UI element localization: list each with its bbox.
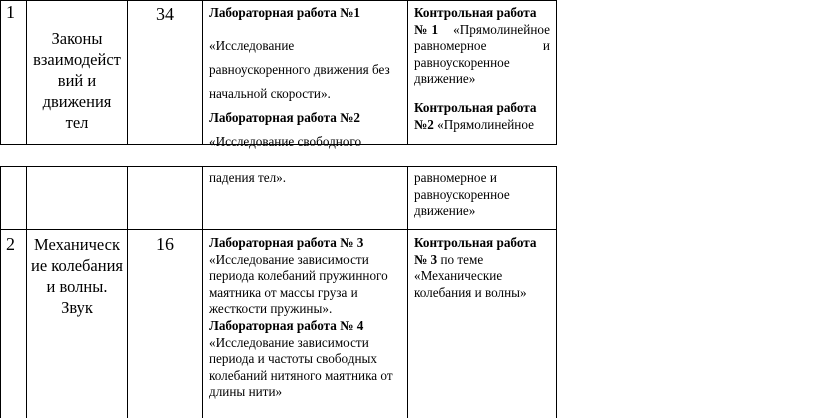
control-text	[414, 22, 550, 88]
table-1-col-border	[202, 0, 203, 145]
lab-text: «Исследование зависимости периода и частоты свободных колебаний нитяного маятника от длины нити»	[209, 334, 393, 400]
control-text-a: по теме «Механические колебания и волны»	[414, 251, 527, 300]
hours-cell: 16	[156, 234, 174, 254]
control-number: №1	[414, 21, 439, 37]
lab-title: Лабораторная работа №1	[209, 5, 361, 20]
table-2-col-border	[556, 166, 557, 418]
table-1-top-border	[0, 0, 556, 1]
topic-line: Механическ	[34, 235, 120, 254]
topic-line: вий и	[57, 71, 97, 90]
control-text-b: равномерное и равноускоренное движение»	[414, 38, 550, 87]
control-text-a: «Прямолинейное	[437, 116, 534, 132]
lab-continuation-cell: падения тел».	[209, 170, 287, 185]
lab-works-cell	[209, 3, 405, 154]
control-number: №2	[414, 116, 434, 132]
topic-line: тел	[65, 113, 89, 132]
control-title: Контрольная работа	[414, 235, 537, 250]
control-title: Контрольная работа	[414, 5, 537, 20]
lab-text-line: равноускоренного движения без	[209, 62, 390, 77]
table-2-row-border	[0, 229, 556, 230]
row-number: 1	[6, 2, 15, 22]
table-2-col-border	[202, 166, 203, 418]
table-1-col-border	[0, 0, 1, 145]
control-continuation-cell: равномерное и равноускоренное движение»	[414, 170, 510, 219]
topic-line: движения	[42, 92, 112, 111]
control-text	[414, 252, 550, 302]
table-1-col-border	[407, 0, 408, 145]
topic-line: и волны.	[46, 277, 108, 296]
topic-line: Звук	[61, 298, 93, 317]
lab-title: Лабораторная работа № 3	[209, 235, 364, 250]
control-text-a: «Прямолинейное	[453, 21, 550, 37]
table-1-col-border	[556, 0, 557, 145]
table-2-col-border	[407, 166, 408, 418]
topic-cell	[27, 28, 127, 133]
lab-title: Лабораторная работа № 4	[209, 317, 364, 333]
lab-text-line: «Исследование	[209, 38, 295, 53]
topic-line: Законы	[51, 29, 103, 48]
table-2-top-border	[0, 166, 556, 167]
control-works-cell	[414, 235, 550, 301]
topic-line: ие колебания	[30, 256, 123, 275]
lab-text-line: начальной скорости».	[209, 86, 331, 101]
control-text	[414, 117, 550, 134]
table-2-col-border	[127, 166, 128, 418]
lab-title: Лабораторная работа №2	[209, 110, 361, 125]
control-number: № 3	[414, 251, 438, 267]
table-2-col-border	[0, 166, 1, 418]
lab-works-cell	[209, 235, 405, 401]
lab-text: «Исследование зависимости периода колебаний пружинного маятника от массы груза и жесткости пружины».	[209, 251, 388, 317]
topic-cell	[27, 234, 127, 318]
hours-cell: 34	[156, 4, 174, 24]
row-number: 2	[6, 234, 15, 254]
topic-line: взаимодейст	[33, 50, 121, 69]
control-works-cell	[414, 5, 550, 133]
lab-text-line: «Исследование свободного	[209, 134, 362, 149]
control-title: Контрольная работа	[414, 99, 537, 115]
